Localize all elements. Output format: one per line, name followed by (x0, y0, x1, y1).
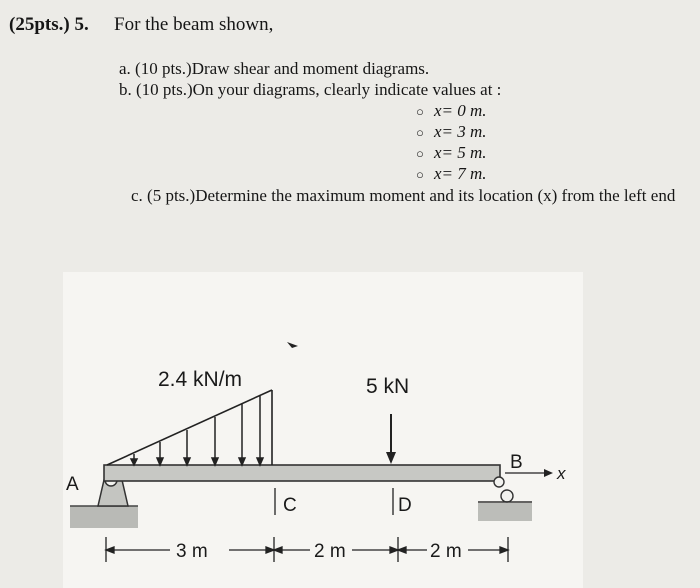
distributed-load-label: 2.4 kN/m (158, 368, 243, 391)
section-label-c: C (283, 495, 297, 516)
position-item: x= 3 m. (434, 122, 487, 141)
position-item: x= 5 m. (434, 143, 487, 162)
bullet-icon: ○ (416, 146, 424, 161)
axis-arrow-icon (544, 469, 553, 477)
problem-prompt: For the beam shown, (114, 14, 274, 35)
part-c: c. (5 pts.)Determine the maximum moment and its location (x) from the left end (131, 186, 676, 205)
beam (104, 465, 500, 481)
dimension-label-1: 3 m (176, 541, 208, 562)
support-label-b: B (510, 452, 523, 473)
part-b: b. (10 pts.)On your diagrams, clearly indicate values at : (119, 80, 502, 99)
section-label-d: D (398, 495, 412, 516)
cursor-icon (287, 342, 298, 348)
axis-label-x: x (557, 464, 566, 483)
bullet-icon: ○ (416, 125, 424, 140)
position-item: x= 0 m. (434, 101, 487, 120)
point-load-arrow (386, 414, 396, 464)
dimension-label-2: 2 m (314, 541, 346, 562)
support-label-a: A (66, 474, 79, 495)
bullet-icon: ○ (416, 104, 424, 119)
distributed-load (107, 390, 272, 465)
point-load-label: 5 kN (366, 375, 410, 398)
roller-support-icon (478, 477, 532, 521)
wall-support-left (70, 506, 138, 528)
bullet-icon: ○ (416, 167, 424, 182)
position-item: x= 7 m. (434, 164, 487, 183)
problem-points: (25pts.) 5. (9, 14, 89, 35)
part-a: a. (10 pts.)Draw shear and moment diagrams. (119, 59, 430, 78)
dimension-label-3: 2 m (430, 541, 462, 562)
